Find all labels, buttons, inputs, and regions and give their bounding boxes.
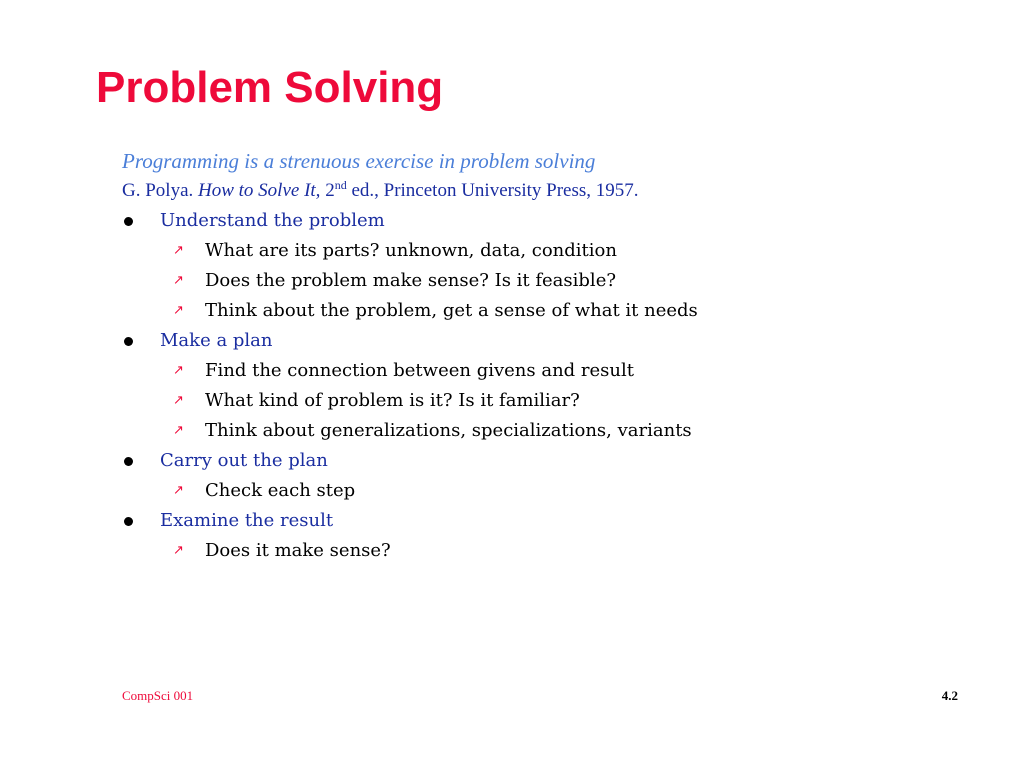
section-heading: Make a plan bbox=[160, 330, 273, 351]
arrow-up-right-icon: ↗ bbox=[173, 363, 184, 378]
bullet-dot-icon bbox=[124, 457, 133, 466]
arrow-up-right-icon: ↗ bbox=[173, 483, 184, 498]
arrow-up-right-icon: ↗ bbox=[173, 303, 184, 318]
sub-bullet-text: Think about the problem, get a sense of what it needs bbox=[205, 300, 698, 321]
sub-bullet-text: What are its parts? unknown, data, condition bbox=[205, 240, 617, 261]
section-heading: Examine the result bbox=[160, 510, 334, 531]
section-item bbox=[122, 446, 982, 506]
citation-edition-sup: nd bbox=[334, 178, 347, 192]
section-item bbox=[122, 326, 982, 446]
sub-bullet-item bbox=[122, 416, 982, 446]
sub-bullet-text: Does it make sense? bbox=[205, 540, 391, 561]
section-heading-row bbox=[122, 206, 982, 236]
sub-bullet-item bbox=[122, 236, 982, 266]
sub-bullet-text: Find the connection between givens and result bbox=[205, 360, 634, 381]
bullet-list bbox=[122, 206, 982, 566]
slide-content bbox=[122, 146, 982, 566]
citation bbox=[122, 176, 982, 206]
quote-text: Programming is a strenuous exercise in problem solving bbox=[122, 149, 596, 173]
sub-bullet-list bbox=[122, 476, 982, 506]
sub-bullet-item bbox=[122, 356, 982, 386]
section-heading: Understand the problem bbox=[160, 210, 385, 231]
section-item bbox=[122, 206, 982, 326]
sub-bullet-text: Does the problem make sense? Is it feasible? bbox=[205, 270, 616, 291]
bullet-dot-icon bbox=[124, 517, 133, 526]
sub-bullet-item bbox=[122, 296, 982, 326]
arrow-up-right-icon: ↗ bbox=[173, 423, 184, 438]
sub-bullet-item bbox=[122, 536, 982, 566]
sub-bullet-text: Think about generalizations, specializations, variants bbox=[205, 420, 692, 441]
section-heading-row bbox=[122, 506, 982, 536]
section-heading: Carry out the plan bbox=[160, 450, 328, 471]
section-item bbox=[122, 506, 982, 566]
citation-author: G. Polya. bbox=[122, 180, 198, 201]
sub-bullet-item bbox=[122, 266, 982, 296]
sub-bullet-list bbox=[122, 236, 982, 326]
section-heading-row bbox=[122, 446, 982, 476]
arrow-up-right-icon: ↗ bbox=[173, 543, 184, 558]
sub-bullet-text: Check each step bbox=[205, 480, 356, 501]
arrow-up-right-icon: ↗ bbox=[173, 273, 184, 288]
footer-page-number: 4.2 bbox=[941, 688, 958, 703]
bullet-dot-icon bbox=[124, 217, 133, 226]
footer-course: CompSci 001 bbox=[122, 688, 194, 703]
arrow-up-right-icon: ↗ bbox=[173, 243, 184, 258]
arrow-up-right-icon: ↗ bbox=[173, 393, 184, 408]
sub-bullet-list bbox=[122, 356, 982, 446]
citation-edition-number: 2 bbox=[320, 180, 335, 201]
sub-bullet-text: What kind of problem is it? Is it familiar? bbox=[205, 390, 580, 411]
bullet-dot-icon bbox=[124, 337, 133, 346]
citation-book: How to Solve It, bbox=[198, 180, 321, 201]
section-heading-row bbox=[122, 326, 982, 356]
sub-bullet-list bbox=[122, 536, 982, 566]
citation-rest: ed., Princeton University Press, 1957. bbox=[346, 180, 639, 201]
sub-bullet-item bbox=[122, 476, 982, 506]
slide-title: Problem Solving bbox=[96, 63, 444, 112]
sub-bullet-item bbox=[122, 386, 982, 416]
